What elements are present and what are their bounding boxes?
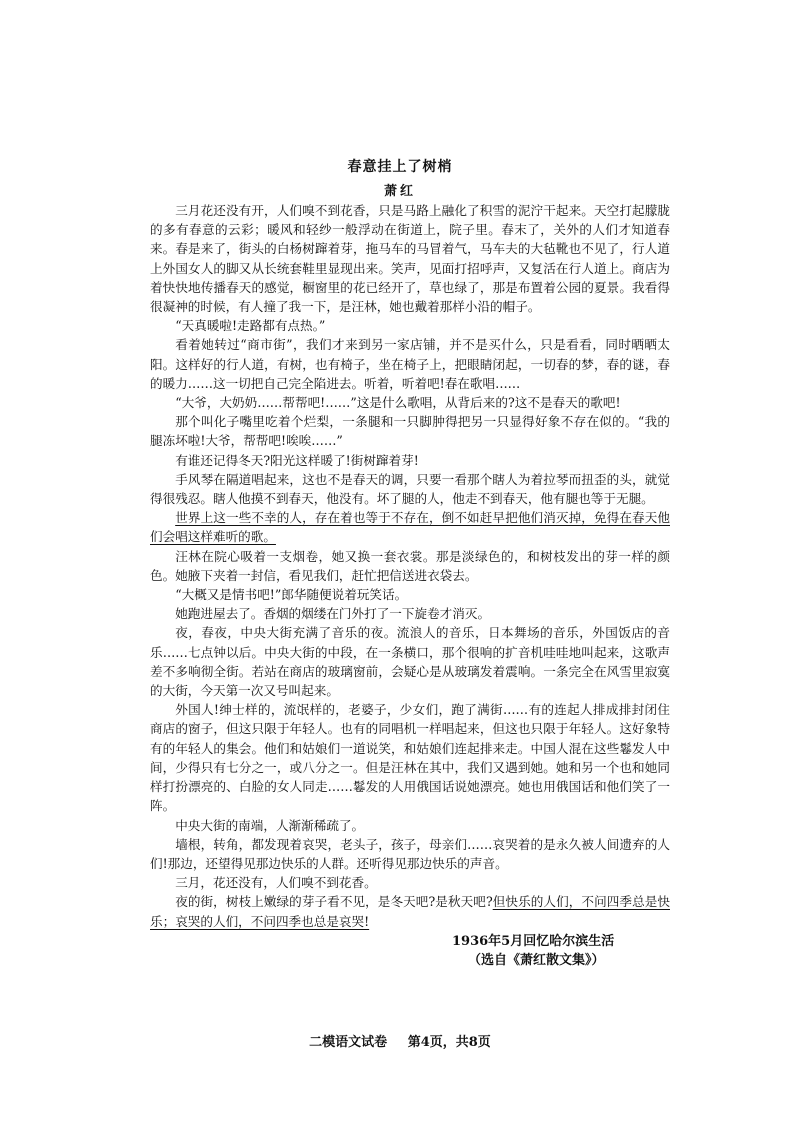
paragraph-17: [150, 892, 670, 930]
paragraph-16: 三月，花还没有，人们嗅不到花香。: [175, 875, 377, 891]
article-title: 春意挂上了树梢: [347, 159, 453, 175]
paragraph-1: 三月花还没有开，人们嗅不到花香，只是马路上融化了积雪的泥泞干起来。天空打起朦胧的多有春意的云彩；暖风和轻纱一般浮动在街道上，院子里。春末了，关外的人们才知道春来。春是来了，街头的白杨树蹿着芽，拖马车的马冒着气，马车夫的大毡靴也不见了，行人道上外国女人的脚又从长统套鞋里显现出来。笑声，见面打招呼声，又复活在行人道上。商店为着快快地传播春天的感觉，橱窗里的花已经开了，草也绿了，那是布置着公园的夏景。我看得很凝神的时候，有人撞了我一下，是汪林，她也戴着那样小沿的帽子。: [150, 203, 670, 315]
paragraph-7: 手风琴在隔道唱起来，这也不是春天的调，只要一看那个瞎人为着拉琴而扭歪的头，就觉得很残忍。瞎人他摸不到春天，他没有。坏了腿的人，他走不到春天，他有腿也等于无腿。: [150, 471, 670, 507]
exam-name: 二模语文试卷: [309, 1035, 388, 1050]
paragraph-8-underlined: 世界上这一些不幸的人，存在着也等于不存在，倒不如赶早把他们消灭掉，免得在春天他们会唱这样难听的歌。: [150, 510, 670, 545]
paragraph-12: 夜，春夜，中央大街充满了音乐的夜。流浪人的音乐，日本舞场的音乐，外国饭店的音乐……七点钟以后。中央大街的中段，在一条横口，那个很响的扩音机哇哇地叫起来，这歌声差不多响彻全街。若站在商店的玻璃窗前，会疑心是从玻璃发着震响。一条完全在风雪里寂寞的大街，今天第一次又号叫起来。: [150, 625, 670, 699]
paragraph-13: 外国人!绅士样的，流氓样的，老婆子，少女们，跑了满街……有的连起人排成排封闭住商店的窗子，但这只限于年轻人。也有的同唱机一样唱起来，但这也只限于年轻人。这好象特有的年轻人的集会。他们和姑娘们一道说笑，和姑娘们连起排来走。中国人混在这些鬈发人中间，少得只有七分之一，或八分之一。但是汪林在其中，我们又遇到她。她和另一个也和她同样打扮漂亮的、白脸的女人同走……鬈发的人用俄国话说她漂亮。她也用俄国话和他们笑了一阵。: [150, 702, 670, 814]
paragraph-15: 墙根，转角，都发现着哀哭，老头子，孩子，母亲们……哀哭着的是永久被人间遗弃的人们!那边，还望得见那边快乐的人群。还听得见那边快乐的声音。: [150, 836, 670, 871]
date-line: 1936年5月回忆哈尔滨生活: [452, 934, 615, 949]
paragraph-5: 那个叫化子嘴里吃着个烂梨，一条腿和一只脚肿得把另一只显得好象不存在似的。“我的腿冻坏啦!大爷，帮帮吧!唉唉……”: [150, 414, 670, 449]
paragraph-6: 有谁还记得冬天?阳光这样暖了!街树蹿着芽!: [175, 452, 419, 468]
paragraph-2: “天真暖啦!走路都有点热。”: [175, 318, 326, 334]
paragraph-10: “大概又是情书吧!”郎华随便说着玩笑话。: [175, 587, 408, 603]
paragraph-17-plain: 夜的街，树枝上嫩绿的芽子看不见，是冬天吧?是秋天吧?: [175, 894, 493, 910]
paragraph-14: 中央大街的南端，人渐渐稀疏了。: [175, 817, 365, 833]
paragraph-9: 汪林在院心吸着一支烟卷，她又换一套衣裳。那是淡绿色的，和树枝发出的芽一样的颜色。她腋下夹着一封信，看见我们，赶忙把信送进衣袋去。: [150, 548, 670, 583]
paragraph-3: 看着她转过“商市街”，我们才来到另一家店铺，并不是买什么，只是看看，同时晒晒太阳。这样好的行人道，有树，也有椅子，坐在椅子上，把眼睛闭起，一切春的梦，春的谜，春的暖力……这一切把自己完全陷进去。听着，听着吧!春在歌唱……: [150, 337, 670, 391]
page-footer: [0, 1031, 800, 1050]
source-line: （选自《萧红散文集》）: [468, 953, 605, 968]
article-author: 萧红: [383, 184, 416, 199]
article-body: [150, 201, 670, 931]
paragraph-17-underlined: 但快乐的人们，不问四季总是快乐；哀哭的人们，不问四季也总是哀哭!: [150, 894, 670, 929]
paragraph-11: 她跑进屋去了。香烟的烟缕在门外打了一下旋卷才消灭。: [175, 606, 491, 622]
page-number: 第4页，共8页: [407, 1035, 491, 1050]
paragraph-4: “大爷，大奶奶……帮帮吧!……”这是什么歌唱，从背后来的?这不是春天的歌吧!: [175, 395, 621, 411]
